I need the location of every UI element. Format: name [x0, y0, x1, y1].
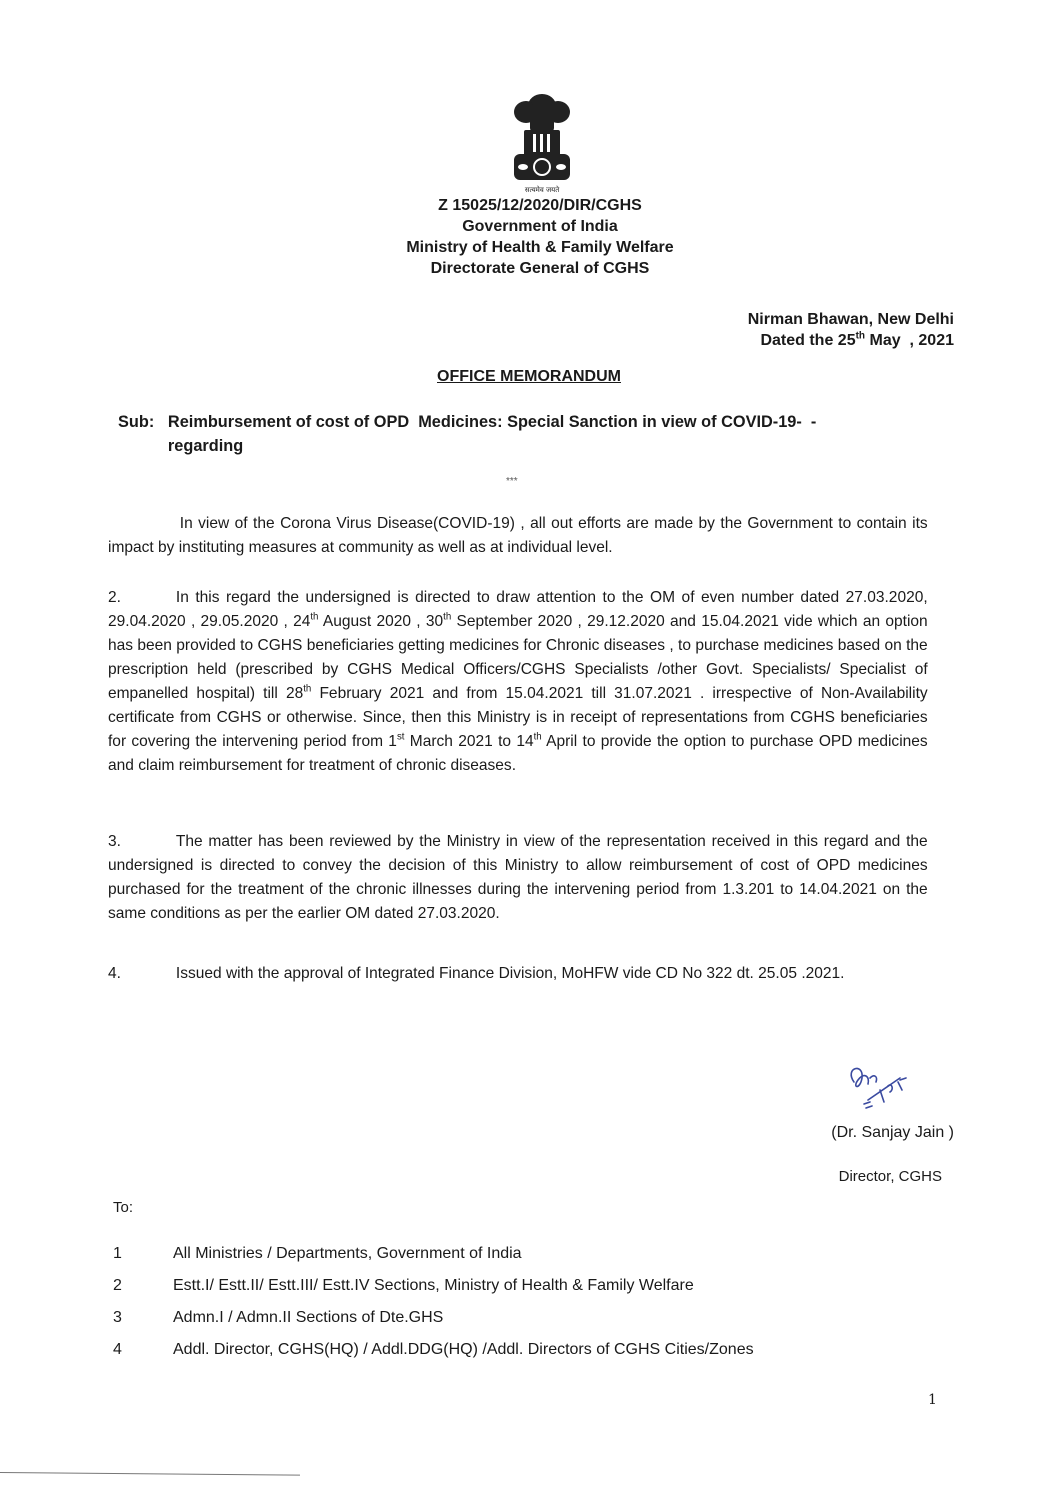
page-number: 1	[928, 1392, 937, 1408]
paragraph-3: 3. The matter has been reviewed by the Ministry in view of the representation received in this regard and the undersigned is directed to convey the decision of this Ministry to allow reimbursement of cost of OPD medicines purchased for the treatment of the chronic illnesses during the intervening period from 1.3.201 to 14.04.2021 on the same conditions as per the earlier OM dated 27.03.2020.	[108, 830, 928, 926]
subject	[118, 410, 924, 458]
ministry-name: Ministry of Health & Family Welfare	[406, 239, 674, 256]
list-item: 4 Addl. Director, CGHS(HQ) / Addl.DDG(HQ) /Addl. Directors of CGHS Cities/Zones	[113, 1341, 754, 1358]
subject-text: Reimbursement of cost of OPD Medicines: Special Sanction in view of COVID-19- -	[167, 412, 817, 431]
place-date-block	[748, 309, 954, 351]
signer-name: (Dr. Sanjay Jain )	[831, 1124, 954, 1141]
list-item: 1 All Ministries / Departments, Government of India	[113, 1245, 522, 1262]
separator: ***	[506, 476, 518, 487]
list-item: 3 Admn.I / Admn.II Sections of Dte.GHS	[113, 1309, 444, 1326]
emblem-caption: सत्यमेव जयते	[524, 186, 560, 194]
scan-edge-line	[0, 1472, 300, 1476]
subject-text-cont: regarding	[167, 436, 244, 455]
date: Dated the 25th May , 2021	[760, 330, 954, 349]
directorate-name: Directorate General of CGHS	[430, 260, 650, 277]
file-number: Z 15025/12/2020/DIR/CGHS	[438, 197, 642, 214]
paragraph-number: 4.	[108, 965, 121, 982]
government-name: Government of India	[462, 218, 618, 235]
signer-designation: Director, CGHS	[838, 1168, 942, 1185]
list-item: 2 Estt.I/ Estt.II/ Estt.III/ Estt.IV Sections, Ministry of Health & Family Welfare	[113, 1277, 694, 1294]
to-label: To:	[113, 1199, 134, 1216]
distribution-list	[113, 1238, 754, 1366]
subject-label: Sub:	[118, 412, 155, 431]
paragraph-number: 3.	[108, 833, 121, 850]
place: Nirman Bhawan, New Delhi	[747, 311, 954, 328]
paragraph-1: In view of the Corona Virus Disease(COVID-19) , all out efforts are made by the Government to contain its impact by instituting measures at community as well as at individual level.	[108, 515, 928, 556]
memo-title: OFFICE MEMORANDUM	[437, 368, 621, 385]
national-emblem-icon	[506, 86, 578, 196]
paragraph-4: 4. Issued with the approval of Integrated Finance Division, MoHFW vide CD No 322 dt. 25.05 .2021.	[108, 962, 928, 986]
signature-icon	[840, 1060, 930, 1120]
paragraph-number: 2.	[108, 589, 121, 606]
paragraph-2: 2. In this regard the undersigned is directed to draw attention to the OM of even number dated 27.03.2020, 29.04.2020 , 29.05.2020 , 24th August 2020 , 30th September 2020 , 29.12.2020 and 15.04.2021 vide which an option has been provided to CGHS beneficiaries getting medicines for Chronic diseases , to purchase medicines based on the prescription held (prescribed by CGHS Medical Officers/CGHS Specialists /other Govt. Specialists/ Specialist of empanelled hospital) till 28th February 2021 and from 15.04.2021 till 31.07.2021 . irrespective of Non-Availability certificate from CGHS or otherwise. Since, then this Ministry is in receipt of representations from CGHS beneficiaries for covering the intervening period from 1st March 2021 to 14th April to provide the option to purchase OPD medicines and claim reimbursement for treatment of chronic diseases.	[108, 586, 928, 778]
letterhead	[300, 195, 780, 279]
